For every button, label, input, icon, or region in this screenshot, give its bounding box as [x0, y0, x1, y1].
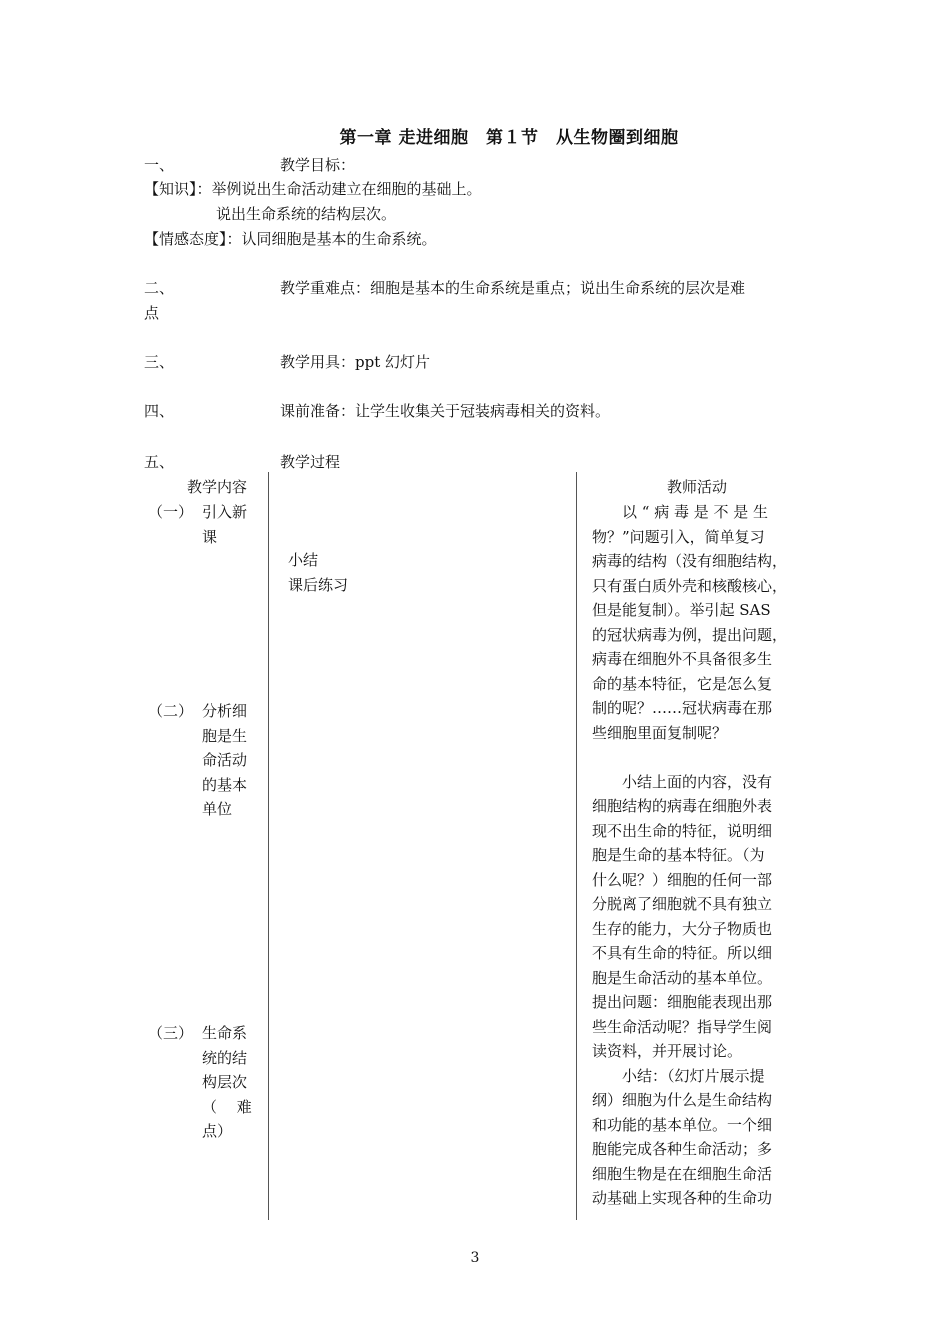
teacher-line: 和功能的基本单位。一个细: [592, 1115, 773, 1134]
objective-knowledge-2: 说出生命系统的结构层次。: [216, 205, 397, 223]
item-number: （一）: [148, 503, 194, 521]
teacher-line: 小结上面的内容，没有: [592, 772, 773, 791]
teacher-line: 命的基本特征，它是怎么复: [592, 674, 773, 693]
item-number: （二）: [148, 702, 194, 720]
item-line: 引入新: [202, 503, 248, 521]
table-divider: [268, 472, 269, 1220]
column-header-teacher: 教师活动: [667, 478, 728, 496]
teacher-line: 不具有生命的特征。所以细: [592, 944, 773, 962]
teacher-line: 些细胞里面复制呢？: [592, 723, 728, 742]
section-number: 一、: [144, 156, 175, 174]
item-number: （三）: [148, 1024, 194, 1042]
teacher-line: 病毒在细胞外不具备很多生: [592, 650, 773, 668]
teacher-line: 的冠状病毒为例，提出问题，: [592, 625, 788, 644]
section-number: 二、: [144, 279, 175, 297]
section-heading: 教学目标：: [280, 156, 356, 174]
item-line: 构层次: [202, 1073, 248, 1091]
section-heading: 课前准备：让学生收集关于冠装病毒相关的资料。: [280, 402, 611, 420]
item-line: 点）: [202, 1122, 233, 1140]
item-line: 生命系: [202, 1024, 248, 1042]
item-line: 命活动: [202, 751, 248, 769]
teacher-line: 病毒的结构（没有细胞结构，: [592, 552, 788, 570]
objective-attitude: [144, 227, 437, 251]
item-content: [202, 500, 247, 549]
teacher-line: 以 “ 病 毒 是 不 是 生: [592, 503, 769, 521]
item-line: 的基本: [202, 775, 248, 794]
section-heading: 教学过程: [280, 453, 341, 471]
teacher-line: 什么呢？）细胞的任何一部: [592, 870, 773, 889]
item-line: 分析细: [202, 702, 248, 720]
teacher-line: 但是能复制）。举引起 SAS: [592, 601, 771, 619]
section-number: 三、: [144, 353, 175, 371]
teacher-line: 生存的能力，大分子物质也: [592, 919, 773, 938]
section-heading-continued: 点: [144, 304, 160, 322]
item-line: 单位: [202, 800, 233, 818]
teacher-line: 只有蛋白质外壳和核酸核心，: [592, 576, 788, 595]
document-title: 第一章 走进细胞 第１节 从生物圈到细胞: [339, 128, 679, 148]
teacher-line: [592, 745, 808, 770]
teacher-line: 纲）细胞为什么是生命结构: [592, 1091, 773, 1109]
teacher-line: 胞是生命的基本特征。（为: [592, 846, 765, 864]
item-line: 课: [202, 527, 218, 546]
teacher-activity: [592, 500, 808, 1211]
section-number: 五、: [144, 453, 175, 471]
attitude-label: 【情感态度】: [144, 230, 227, 248]
section-heading: 教学重难点：细胞是基本的生命系统是重点；说出生命系统的层次是难: [280, 279, 746, 297]
teacher-line: 细胞生物是在在细胞生命活: [592, 1164, 773, 1183]
knowledge-label: 【知识】: [144, 180, 197, 198]
middle-line: 小结: [288, 551, 319, 569]
middle-column: [288, 548, 348, 597]
item-line: 胞是生: [202, 726, 248, 745]
column-header-content: 教学内容: [187, 478, 248, 496]
middle-line: 课后练习: [288, 575, 349, 594]
table-divider: [576, 472, 577, 1220]
item-content: [202, 699, 247, 822]
section-number: 四、: [144, 402, 175, 420]
item-content: [202, 1021, 252, 1144]
teacher-line: 现不出生命的特征，说明细: [592, 821, 773, 840]
attitude-text: ：认同细胞是基本的生命系统。: [226, 230, 437, 248]
teacher-line: 细胞结构的病毒在细胞外表: [592, 797, 773, 815]
item-line: 统的结: [202, 1048, 248, 1067]
section-heading: 教学用具：ppt 幻灯片: [280, 353, 431, 371]
teacher-line: 制的呢？……冠状病毒在那: [592, 699, 773, 717]
teacher-line: 物？”问题引入，简单复习: [592, 527, 765, 546]
knowledge-text: ：举例说出生命活动建立在细胞的基础上。: [196, 180, 482, 198]
teacher-line: 些生命活动呢？指导学生阅: [592, 1017, 773, 1036]
teacher-line: 动基础上实现各种的生命功: [592, 1189, 773, 1207]
teacher-line: 提出问题：细胞能表现出那: [592, 993, 773, 1011]
teacher-line: 小结：（幻灯片展示提: [592, 1066, 765, 1085]
teacher-line: 读资料，并开展讨论。: [592, 1042, 743, 1060]
teacher-line: 分脱离了细胞就不具有独立: [592, 895, 773, 913]
item-line: （ 难: [202, 1097, 252, 1116]
teacher-line: 胞能完成各种生命活动；多: [592, 1140, 773, 1158]
teacher-line: 胞是生命活动的基本单位。: [592, 968, 773, 987]
objective-knowledge: [144, 177, 482, 201]
page-number: 3: [470, 1250, 480, 1266]
